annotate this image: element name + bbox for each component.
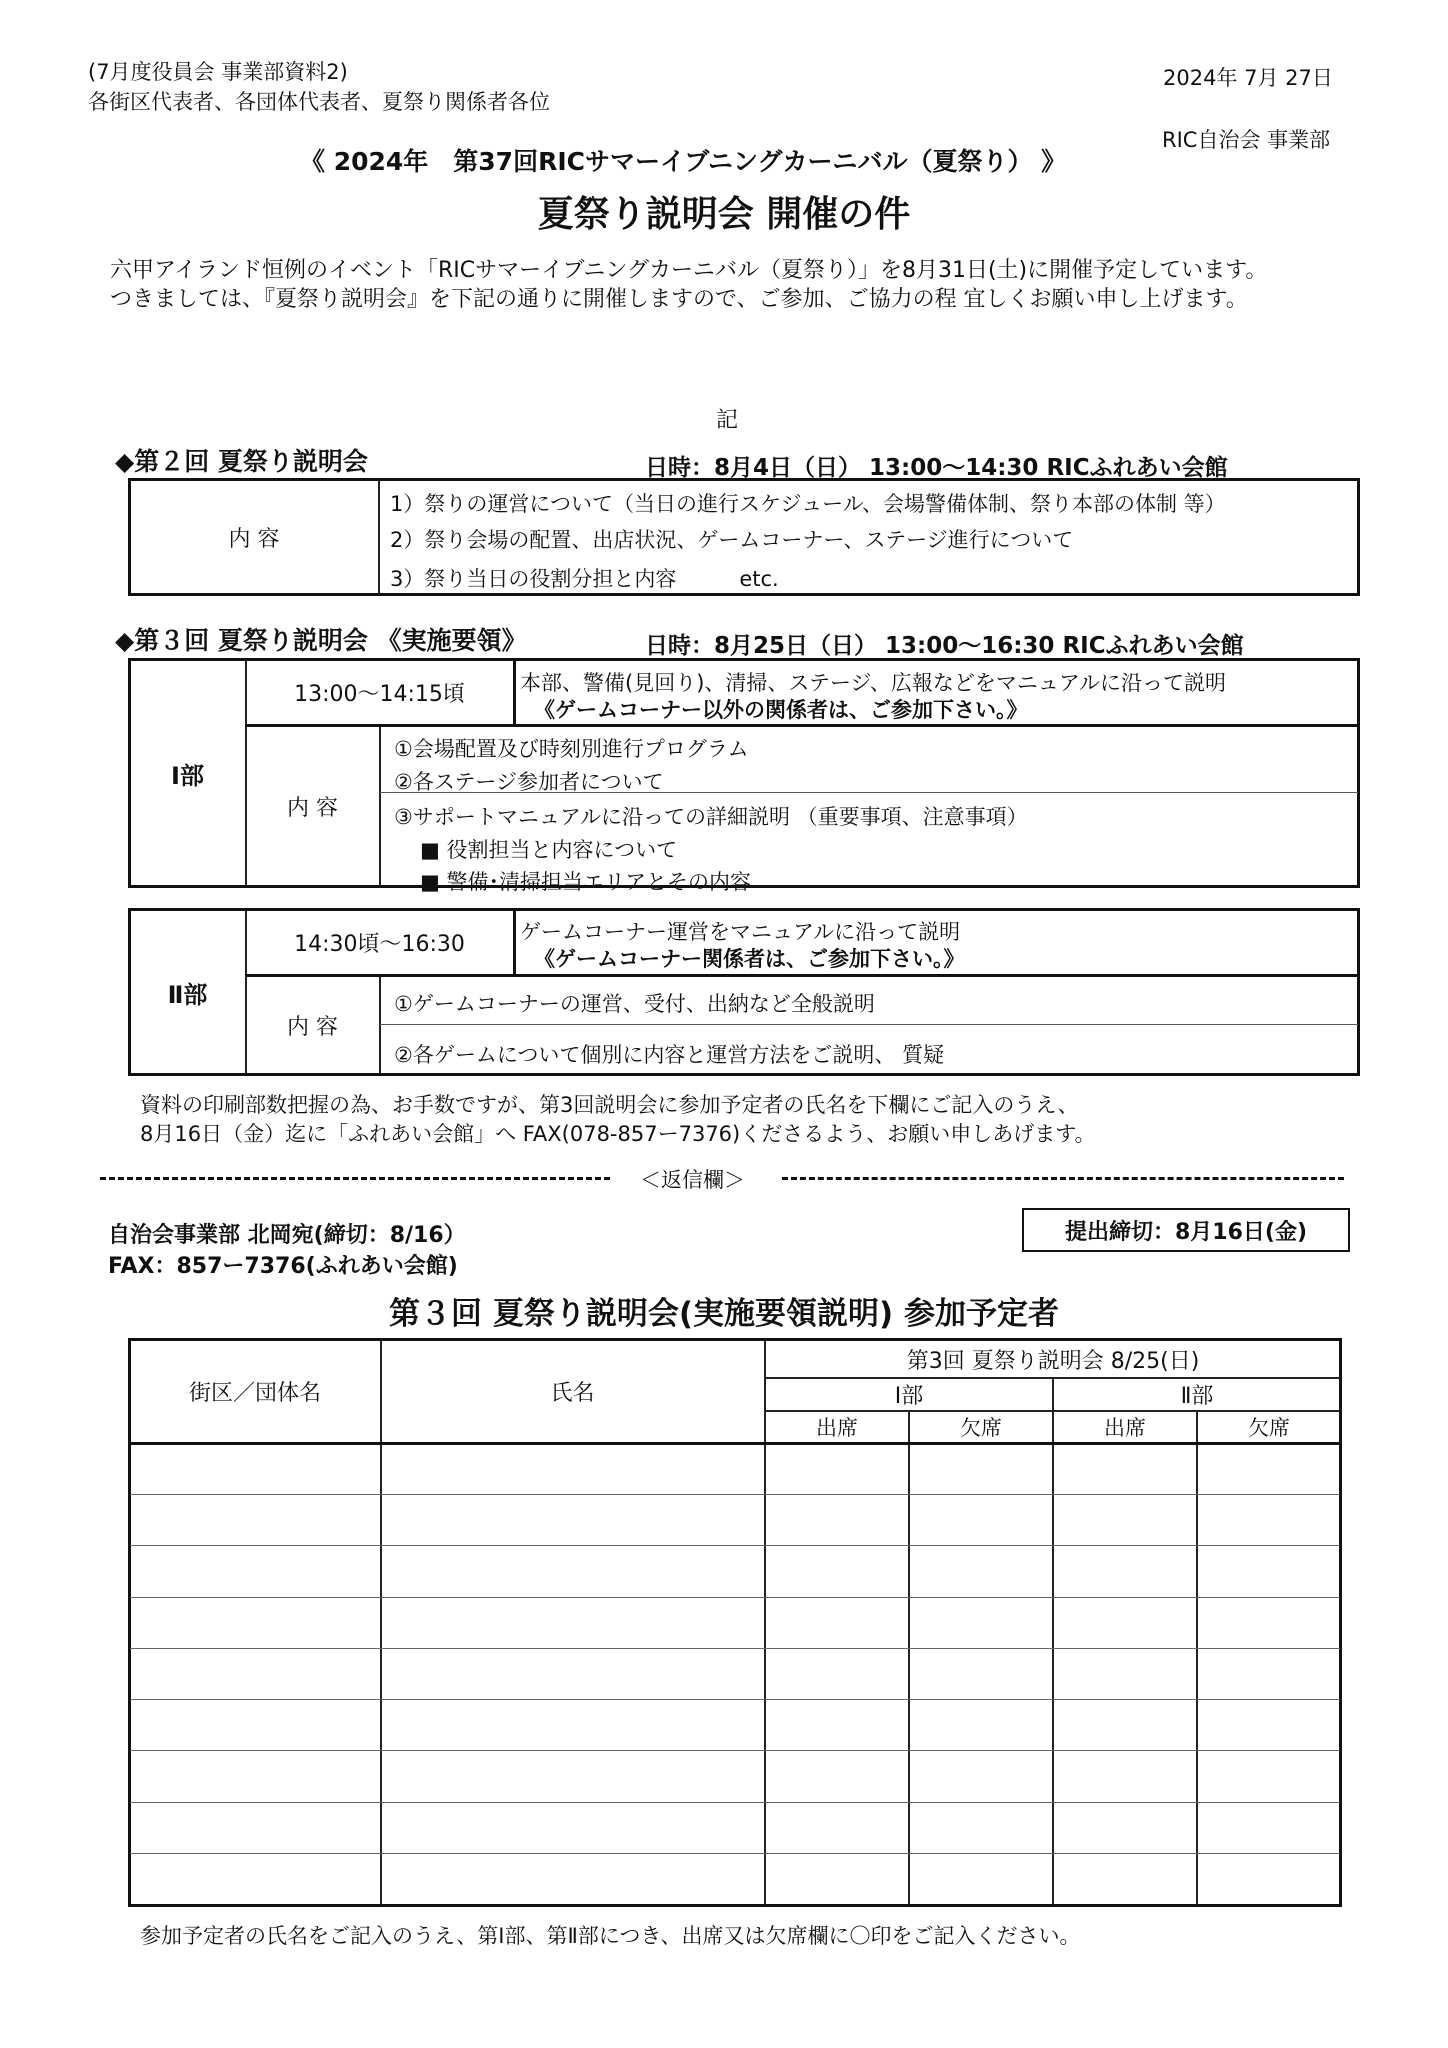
- session3-datetime: 日時：8月25日（日） 13:00～16:30 RICふれあい会館: [645, 633, 1244, 659]
- part2-item-1: ①ゲームコーナーの運営、受付、出納など全般説明: [394, 992, 875, 1016]
- table-row: [130, 1598, 1340, 1649]
- intro-line-1: 六甲アイランド恒例のイベント「RICサマーイブニングカーニバル（夏祭り）」を8月31日(土)に開催予定しています。: [110, 258, 1268, 283]
- recipients: 各街区代表者、各団体代表者、夏祭り関係者各位: [88, 90, 550, 114]
- reply-section-label: ＜返信欄＞: [640, 1168, 745, 1192]
- part1-item-2: ②各ステージ参加者について: [394, 770, 664, 794]
- ki-marker: 記: [716, 408, 739, 433]
- part2-note: 《ゲームコーナー関係者は、ご参加下さい。》: [534, 947, 965, 971]
- session2-datetime: 日時：8月4日（日） 13:00～14:30 RICふれあい会館: [645, 455, 1228, 481]
- intro-line-2: つきましては、『夏祭り説明会』を下記の通りに開催しますので、ご参加、ご協力の程 宜しくお願い申し上げます。: [110, 287, 1248, 312]
- table-row: [130, 1546, 1340, 1597]
- issuer: RIC自治会 事業部: [1162, 128, 1331, 152]
- table-row: [130, 1495, 1340, 1546]
- cut-line-right: [782, 1177, 1344, 1180]
- session2-item-1: 1）祭りの運営について（当日の進行スケジュール、会場警備体制、祭り本部の体制 等）: [390, 492, 1226, 516]
- part2-description: ゲームコーナー運営をマニュアルに沿って説明: [520, 920, 961, 944]
- request-line-2: 8月16日（金）迄に「ふれあい会館」へ FAX(078-857ー7376)くださるよう、お願い申しあげます。: [140, 1122, 1096, 1146]
- part1-item-3: ③サポートマニュアルに沿っての詳細説明 （重要事項、注意事項）: [394, 805, 1028, 829]
- col-header-part1-absent: 欠席: [960, 1416, 1002, 1440]
- table-row: [130, 1854, 1340, 1905]
- table-row: [130, 1444, 1340, 1495]
- part2-time: 14:30頃～16:30: [294, 931, 465, 957]
- part1-item-5: ■ 警備･清掃担当エリアとその内容: [420, 870, 752, 894]
- session2-item-3: 3）祭り当日の役割分担と内容 etc.: [390, 567, 779, 591]
- table-row: [130, 1649, 1340, 1700]
- reply-fax: FAX：857ー7376(ふれあい会館): [108, 1254, 458, 1279]
- document-date: 2024年 7月 27日: [1163, 66, 1333, 90]
- col-header-part2: Ⅱ部: [1180, 1384, 1214, 1409]
- session2-item-2: 2）祭り会場の配置、出店状況、ゲームコーナー、ステージ進行について: [390, 528, 1074, 552]
- part1-description: 本部、警備(見回り)、清掃、ステージ、広報などをマニュアルに沿って説明: [520, 671, 1227, 695]
- request-line-1: 資料の印刷部数把握の為、お手数ですが、第3回説明会に参加予定者の氏名を下欄にご記入のうえ、: [140, 1093, 1079, 1117]
- cut-line-left: [100, 1177, 610, 1180]
- session3-heading: ◆第３回 夏祭り説明会 《実施要領》: [115, 626, 527, 655]
- table-row: [130, 1700, 1340, 1751]
- col-header-part2-absent: 欠席: [1248, 1416, 1290, 1440]
- table-row: [130, 1803, 1340, 1854]
- part1-content-label: 内 容: [287, 796, 338, 821]
- col-header-name: 氏名: [550, 1380, 595, 1406]
- part2-label: Ⅱ部: [167, 980, 208, 1009]
- form-footer-note: 参加予定者の氏名をご記入のうえ、第Ⅰ部、第Ⅱ部につき、出席又は欠席欄に〇印をご記入ください。: [140, 1924, 1081, 1948]
- session2-content-label: 内 容: [228, 526, 280, 552]
- col-header-part1: Ⅰ部: [894, 1384, 924, 1409]
- col-header-part2-attend: 出席: [1104, 1416, 1146, 1440]
- part1-item-4: ■ 役割担当と内容について: [420, 838, 678, 862]
- col-header-group: 街区／団体名: [188, 1380, 321, 1406]
- part2-content-label: 内 容: [287, 1015, 338, 1040]
- session2-heading: ◆第２回 夏祭り説明会: [115, 447, 368, 476]
- document-reference: (7月度役員会 事業部資料2): [88, 60, 348, 84]
- part2-item-2: ②各ゲームについて個別に内容と運営方法をご説明、 質疑: [394, 1043, 945, 1067]
- reply-recipient: 自治会事業部 北岡宛(締切：8/16）: [108, 1223, 466, 1248]
- event-title: 《 2024年 第37回RICサマーイブニングカーニバル（夏祭り） 》: [300, 147, 1067, 176]
- col-header-session: 第3回 夏祭り説明会 8/25(日): [906, 1348, 1200, 1374]
- table-row: [130, 1751, 1340, 1802]
- deadline-badge: 提出締切：8月16日(金): [1022, 1208, 1350, 1252]
- page-title: 夏祭り説明会 開催の件: [537, 194, 911, 235]
- col-header-part1-attend: 出席: [816, 1416, 858, 1440]
- form-title: 第３回 夏祭り説明会(実施要領説明) 参加予定者: [389, 1296, 1059, 1332]
- part1-note: 《ゲームコーナー以外の関係者は、ご参加下さい。》: [534, 698, 1028, 722]
- part1-time: 13:00～14:15頃: [294, 681, 465, 707]
- part1-label: Ⅰ部: [171, 761, 204, 790]
- part1-item-1: ①会場配置及び時刻別進行プログラム: [394, 737, 749, 761]
